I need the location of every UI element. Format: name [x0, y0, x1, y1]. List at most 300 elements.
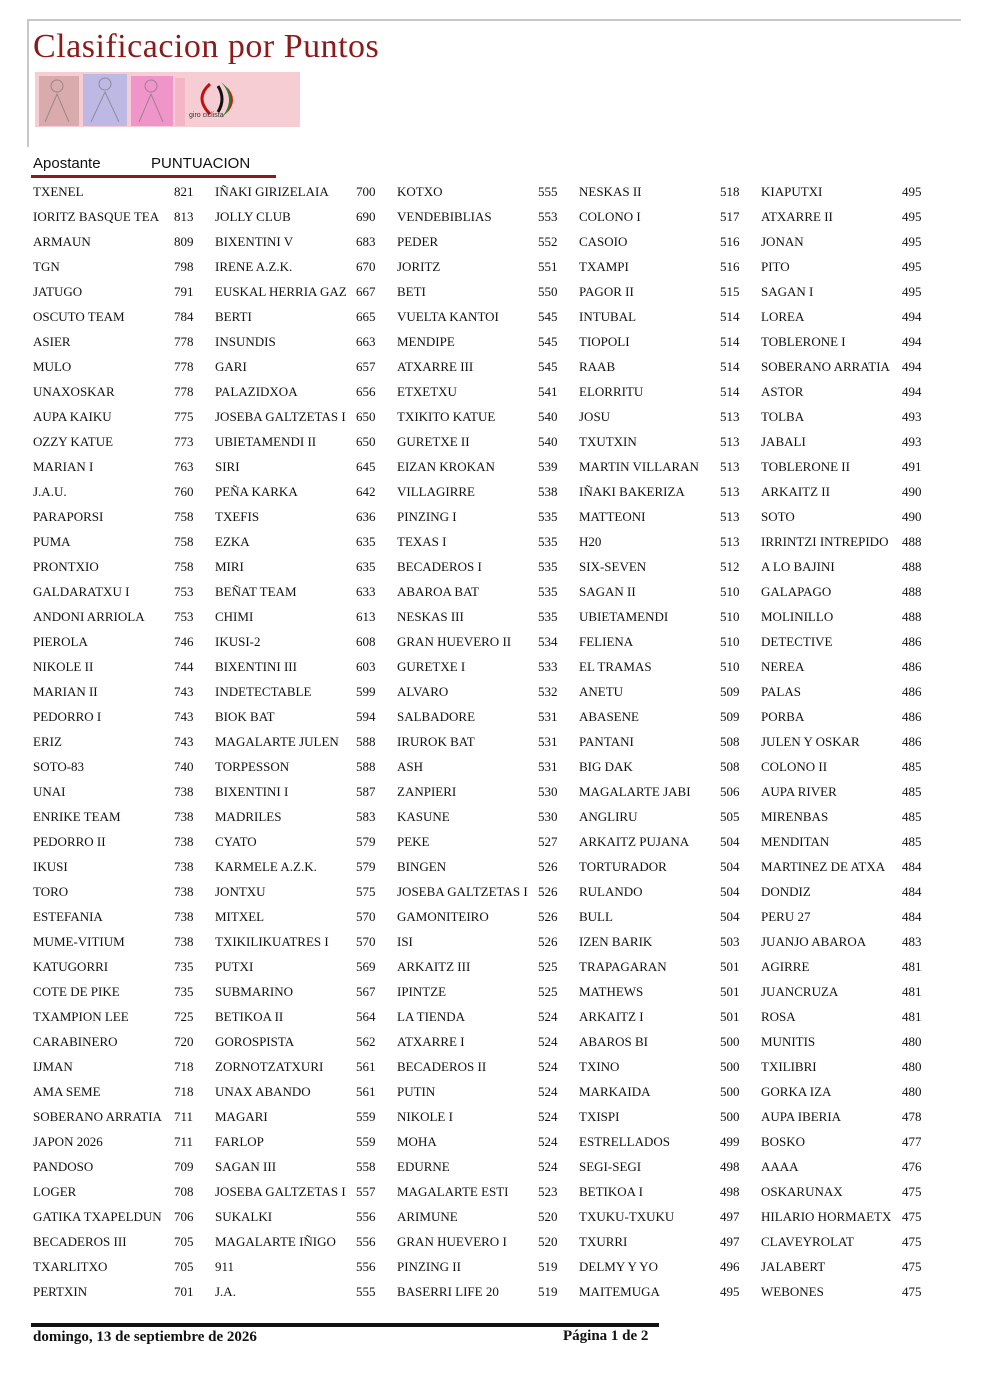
bettor-name: TXUTXIN: [579, 434, 637, 449]
bettor-name: SAGAN II: [579, 584, 636, 599]
bettor-points: 665: [356, 309, 376, 324]
bettor-name: BIXENTINI I: [215, 784, 289, 799]
bettor-name: TXIKITO KATUE: [397, 409, 496, 424]
bettor-name: ZANPIERI: [397, 784, 457, 799]
bettor-points: 535: [538, 559, 558, 574]
ranking-row: [215, 579, 397, 604]
bettor-name: AAAA: [761, 1159, 799, 1174]
ranking-row: [579, 254, 761, 279]
bettor-points: 526: [538, 859, 558, 874]
ranking-row: [579, 704, 761, 729]
ranking-row: [397, 1254, 579, 1279]
bettor-points: 480: [902, 1059, 922, 1074]
ranking-row: [215, 829, 397, 854]
ranking-row: [397, 904, 579, 929]
bettor-points: 508: [720, 734, 740, 749]
bettor-points: 488: [902, 584, 922, 599]
bettor-name: SEGI-SEGI: [579, 1159, 642, 1174]
bettor-points: 524: [538, 1159, 558, 1174]
bettor-points: 559: [356, 1109, 376, 1124]
bettor-name: BULL: [579, 909, 613, 924]
ranking-row: [33, 554, 215, 579]
bettor-points: 579: [356, 834, 376, 849]
ranking-row: [215, 1104, 397, 1129]
bettor-name: A LO BAJINI: [761, 559, 835, 574]
ranking-row: [215, 779, 397, 804]
ranking-row: [215, 1129, 397, 1154]
bettor-name: SOBERANO ARRATIA: [33, 1109, 162, 1124]
bettor-name: NESKAS III: [397, 609, 464, 624]
ranking-row: [579, 579, 761, 604]
bettor-name: COLONO I: [579, 209, 641, 224]
bettor-name: BETIKOA I: [579, 1184, 643, 1199]
bettor-points: 550: [538, 284, 558, 299]
bettor-points: 738: [174, 809, 194, 824]
bettor-points: 524: [538, 1134, 558, 1149]
ranking-row: [33, 1079, 215, 1104]
bettor-points: 738: [174, 859, 194, 874]
bettor-name: FELIENA: [579, 634, 634, 649]
bettor-name: MAGALARTE JABI: [579, 784, 691, 799]
bettor-points: 514: [720, 359, 740, 374]
bettor-points: 513: [720, 459, 740, 474]
ranking-row: [761, 254, 943, 279]
bettor-name: TXENEL: [33, 184, 84, 199]
bettor-points: 656: [356, 384, 376, 399]
ranking-row: [215, 1279, 397, 1304]
bettor-name: JOSEBA GALTZETAS I: [215, 409, 346, 424]
bettor-name: PALAZIDXOA: [215, 384, 298, 399]
bettor-points: 523: [538, 1184, 558, 1199]
ranking-row: [215, 404, 397, 429]
bettor-points: 516: [720, 234, 740, 249]
bettor-name: PEÑA KARKA: [215, 484, 298, 499]
bettor-name: IRENE A.Z.K.: [215, 259, 293, 274]
ranking-row: [215, 1254, 397, 1279]
ranking-row: [33, 1204, 215, 1229]
bettor-points: 475: [902, 1284, 922, 1299]
bettor-points: 718: [174, 1059, 194, 1074]
ranking-row: [397, 454, 579, 479]
bettor-points: 485: [902, 809, 922, 824]
ranking-row: [761, 1104, 943, 1129]
bettor-name: MARKAIDA: [579, 1084, 651, 1099]
bettor-name: OSCUTO TEAM: [33, 309, 125, 324]
ranking-row: [397, 529, 579, 554]
ranking-row: [33, 704, 215, 729]
bettor-points: 540: [538, 409, 558, 424]
bettor-name: ASH: [397, 759, 424, 774]
bettor-name: ARKAITZ I: [579, 1009, 644, 1024]
ranking-row: [397, 829, 579, 854]
bettor-name: ABAROS BI: [579, 1034, 648, 1049]
bettor-name: PANTANI: [579, 734, 634, 749]
ranking-row: [397, 1079, 579, 1104]
bettor-points: 495: [720, 1284, 740, 1299]
ranking-row: [397, 504, 579, 529]
top-rule: [27, 19, 961, 21]
bettor-points: 567: [356, 984, 376, 999]
bettor-name: EIZAN KROKAN: [397, 459, 495, 474]
bettor-points: 495: [902, 234, 922, 249]
bettor-name: TXARLITXO: [33, 1259, 108, 1274]
bettor-points: 524: [538, 1109, 558, 1124]
bettor-points: 758: [174, 559, 194, 574]
ranking-row: [579, 379, 761, 404]
bettor-points: 545: [538, 334, 558, 349]
bettor-name: IPINTZE: [397, 984, 447, 999]
ranking-row: [397, 1154, 579, 1179]
bettor-points: 541: [538, 384, 558, 399]
ranking-row: [215, 854, 397, 879]
bettor-points: 556: [356, 1234, 376, 1249]
ranking-row: [33, 879, 215, 904]
bettor-name: ATXARRE II: [761, 209, 833, 224]
ranking-row: [761, 179, 943, 204]
bettor-name: DONDIZ: [761, 884, 811, 899]
bettor-points: 588: [356, 734, 376, 749]
ranking-row: [579, 454, 761, 479]
ranking-row: [761, 779, 943, 804]
ranking-row: [33, 629, 215, 654]
ranking-row: [579, 729, 761, 754]
bettor-points: 480: [902, 1034, 922, 1049]
bettor-name: IORITZ BASQUE TEA: [33, 209, 160, 224]
bettor-name: MAGARI: [215, 1109, 268, 1124]
bettor-name: MUNITIS: [761, 1034, 816, 1049]
ranking-row: [397, 704, 579, 729]
bettor-points: 545: [538, 309, 558, 324]
bettor-name: ABAROA BAT: [397, 584, 479, 599]
bettor-name: BASERRI LIFE 20: [397, 1284, 499, 1299]
ranking-row: [579, 429, 761, 454]
ranking-row: [33, 729, 215, 754]
bettor-name: GALAPAGO: [761, 584, 832, 599]
ranking-row: [215, 1029, 397, 1054]
bettor-points: 594: [356, 709, 376, 724]
bettor-points: 475: [902, 1259, 922, 1274]
bettor-name: IÑAKI GIRIZELAIA: [215, 184, 329, 199]
ranking-row: [579, 529, 761, 554]
bettor-points: 494: [902, 384, 922, 399]
bettor-points: 564: [356, 1009, 376, 1024]
bettor-points: 527: [538, 834, 558, 849]
bettor-points: 501: [720, 984, 740, 999]
ranking-row: [761, 1079, 943, 1104]
ranking-row: [215, 879, 397, 904]
bettor-points: 510: [720, 634, 740, 649]
ranking-row: [215, 254, 397, 279]
bettor-points: 485: [902, 759, 922, 774]
bettor-name: SOBERANO ARRATIA: [761, 359, 890, 374]
ranking-row: [579, 754, 761, 779]
bettor-points: 813: [174, 209, 194, 224]
bettor-name: MAGALARTE ESTI: [397, 1184, 509, 1199]
bettor-name: IRUROK BAT: [397, 734, 475, 749]
bettor-points: 516: [720, 259, 740, 274]
bettor-points: 496: [720, 1259, 740, 1274]
bettor-name: MARTIN VILLARAN: [579, 459, 699, 474]
bettor-points: 524: [538, 1034, 558, 1049]
ranking-row: [579, 779, 761, 804]
ranking-row: [215, 1054, 397, 1079]
bettor-name: JOSEBA GALTZETAS I: [397, 884, 528, 899]
bettor-name: MARTINEZ DE ATXA: [761, 859, 886, 874]
bettor-points: 700: [356, 184, 376, 199]
ranking-row: [33, 279, 215, 304]
bettor-points: 753: [174, 609, 194, 624]
bettor-points: 530: [538, 809, 558, 824]
bettor-points: 778: [174, 384, 194, 399]
ranking-row: [33, 654, 215, 679]
bettor-name: ATXARRE I: [397, 1034, 465, 1049]
bettor-name: PITO: [761, 259, 790, 274]
ranking-row: [579, 404, 761, 429]
ranking-row: [579, 829, 761, 854]
ranking-row: [761, 529, 943, 554]
bettor-points: 494: [902, 309, 922, 324]
bettor-points: 508: [720, 759, 740, 774]
bettor-name: GURETXE II: [397, 434, 470, 449]
bettor-points: 561: [356, 1084, 376, 1099]
ranking-row: [397, 1129, 579, 1154]
bettor-name: BERTI: [215, 309, 252, 324]
bettor-name: MOHA: [397, 1134, 437, 1149]
bettor-name: JORITZ: [397, 259, 441, 274]
bettor-name: INTUBAL: [579, 309, 637, 324]
ranking-row: [397, 679, 579, 704]
bettor-points: 711: [174, 1134, 194, 1149]
ranking-row: [761, 854, 943, 879]
bettor-points: 486: [902, 709, 922, 724]
bettor-points: 701: [174, 1284, 194, 1299]
bettor-name: TOLBA: [761, 409, 805, 424]
ranking-row: [215, 279, 397, 304]
ranking-row: [579, 1104, 761, 1129]
bettor-points: 705: [174, 1259, 194, 1274]
bettor-name: EL TRAMAS: [579, 659, 652, 674]
bettor-points: 513: [720, 434, 740, 449]
ranking-row: [397, 329, 579, 354]
bettor-points: 535: [538, 609, 558, 624]
bettor-name: TXAMPI: [579, 259, 629, 274]
bettor-points: 738: [174, 934, 194, 949]
ranking-row: [397, 579, 579, 604]
bettor-points: 743: [174, 709, 194, 724]
bettor-points: 545: [538, 359, 558, 374]
bettor-name: MUME-VITIUM: [33, 934, 125, 949]
bettor-points: 481: [902, 1009, 922, 1024]
ranking-row: [33, 829, 215, 854]
bettor-name: PALAS: [761, 684, 801, 699]
bettor-points: 535: [538, 584, 558, 599]
ranking-row: [579, 229, 761, 254]
bettor-name: SAGAN III: [215, 1159, 277, 1174]
bettor-name: UNAXOSKAR: [33, 384, 115, 399]
bettor-points: 526: [538, 934, 558, 949]
ranking-row: [579, 1154, 761, 1179]
bettor-points: 553: [538, 209, 558, 224]
ranking-row: [33, 929, 215, 954]
ranking-row: [579, 354, 761, 379]
bettor-points: 650: [356, 409, 376, 424]
ranking-row: [579, 804, 761, 829]
bettor-points: 738: [174, 784, 194, 799]
ranking-row: [215, 1004, 397, 1029]
bettor-name: TXAMPION LEE: [33, 1009, 129, 1024]
bettor-name: UBIETAMENDI: [579, 609, 669, 624]
giro-ciclista-logo: [35, 72, 300, 127]
ranking-row: [761, 1029, 943, 1054]
bettor-points: 531: [538, 709, 558, 724]
bettor-name: MITXEL: [215, 909, 265, 924]
bettor-name: ISI: [397, 934, 413, 949]
bettor-points: 791: [174, 284, 194, 299]
ranking-row: [215, 754, 397, 779]
bettor-name: FARLOP: [215, 1134, 264, 1149]
ranking-row: [397, 379, 579, 404]
bettor-points: 775: [174, 409, 194, 424]
bettor-name: OZZY KATUE: [33, 434, 114, 449]
ranking-row: [33, 229, 215, 254]
bettor-points: 735: [174, 959, 194, 974]
bettor-name: SOTO-83: [33, 759, 85, 774]
ranking-row: [215, 954, 397, 979]
ranking-row: [33, 479, 215, 504]
bettor-name: PEDORRO I: [33, 709, 102, 724]
bettor-name: PINZING I: [397, 509, 457, 524]
bettor-points: 725: [174, 1009, 194, 1024]
bettor-points: 535: [538, 509, 558, 524]
bettor-name: MAITEMUGA: [579, 1284, 660, 1299]
bettor-points: 613: [356, 609, 376, 624]
bettor-name: TORO: [33, 884, 69, 899]
ranking-row: [761, 904, 943, 929]
bettor-name: ASTOR: [761, 384, 804, 399]
bettor-points: 735: [174, 984, 194, 999]
ranking-row: [33, 1179, 215, 1204]
ranking-row: [33, 504, 215, 529]
ranking-row: [397, 779, 579, 804]
bettor-points: 481: [902, 984, 922, 999]
bettor-name: MIRENBAS: [761, 809, 829, 824]
ranking-row: [761, 204, 943, 229]
bettor-name: TXINO: [579, 1059, 620, 1074]
bettor-name: EUSKAL HERRIA GAZ: [215, 284, 347, 299]
ranking-row: [761, 1004, 943, 1029]
bettor-name: TOBLERONE II: [761, 459, 850, 474]
ranking-row: [761, 1154, 943, 1179]
bettor-name: BECADEROS II: [397, 1059, 487, 1074]
bettor-points: 518: [720, 184, 740, 199]
ranking-row: [215, 454, 397, 479]
ranking-row: [33, 804, 215, 829]
bettor-points: 635: [356, 559, 376, 574]
ranking-row: [397, 629, 579, 654]
bettor-points: 485: [902, 784, 922, 799]
bettor-name: ZORNOTZATXURI: [215, 1059, 324, 1074]
bettor-name: TORTURADOR: [579, 859, 667, 874]
bettor-name: MENDITAN: [761, 834, 830, 849]
bettor-points: 663: [356, 334, 376, 349]
bettor-points: 720: [174, 1034, 194, 1049]
bettor-name: GAMONITEIRO: [397, 909, 489, 924]
bettor-points: 657: [356, 359, 376, 374]
bettor-name: SOTO: [761, 509, 795, 524]
ranking-row: [215, 904, 397, 929]
bettor-points: 520: [538, 1234, 558, 1249]
ranking-row: [33, 779, 215, 804]
bettor-points: 504: [720, 834, 740, 849]
bettor-points: 746: [174, 634, 194, 649]
bettor-name: PUTXI: [215, 959, 254, 974]
bettor-name: JALABERT: [761, 1259, 826, 1274]
bettor-name: JONTXU: [215, 884, 266, 899]
bettor-name: IKUSI: [33, 859, 68, 874]
ranking-row: [33, 354, 215, 379]
ranking-row: [761, 754, 943, 779]
ranking-row: [397, 279, 579, 304]
bettor-points: 683: [356, 234, 376, 249]
bettor-name: PEKE: [397, 834, 430, 849]
ranking-row: [761, 604, 943, 629]
bettor-name: MADRILES: [215, 809, 282, 824]
bettor-name: SAGAN I: [761, 284, 814, 299]
ranking-row: [579, 1129, 761, 1154]
bettor-name: GOROSPISTA: [215, 1034, 295, 1049]
ranking-row: [215, 379, 397, 404]
bettor-points: 520: [538, 1209, 558, 1224]
bettor-name: CASOIO: [579, 234, 628, 249]
ranking-row: [761, 479, 943, 504]
bettor-name: RAAB: [579, 359, 616, 374]
bettor-points: 758: [174, 534, 194, 549]
bettor-points: 524: [538, 1059, 558, 1074]
ranking-row: [33, 254, 215, 279]
bettor-points: 495: [902, 209, 922, 224]
ranking-row: [579, 304, 761, 329]
ranking-row: [215, 304, 397, 329]
bettor-points: 599: [356, 684, 376, 699]
bettor-points: 509: [720, 684, 740, 699]
bettor-name: KASUNE: [397, 809, 450, 824]
ranking-row: [215, 1079, 397, 1104]
bettor-name: TRAPAGARAN: [579, 959, 667, 974]
bettor-name: TXILIBRI: [761, 1059, 817, 1074]
bettor-name: CLAVEYROLAT: [761, 1234, 854, 1249]
bettor-name: ARKAITZ PUJANA: [579, 834, 690, 849]
ranking-row: [579, 654, 761, 679]
bettor-points: 570: [356, 934, 376, 949]
ranking-row: [761, 879, 943, 904]
ranking-row: [579, 1029, 761, 1054]
bettor-name: LA TIENDA: [397, 1009, 466, 1024]
bettor-points: 510: [720, 659, 740, 674]
bettor-points: 514: [720, 384, 740, 399]
ranking-row: [397, 1054, 579, 1079]
bettor-name: DELMY Y YO: [579, 1259, 658, 1274]
bettor-points: 670: [356, 259, 376, 274]
ranking-row: [579, 1004, 761, 1029]
bettor-name: TOBLERONE I: [761, 334, 846, 349]
ranking-row: [215, 504, 397, 529]
bettor-points: 690: [356, 209, 376, 224]
bettor-name: 911: [215, 1259, 235, 1274]
ranking-row: [397, 304, 579, 329]
bettor-points: 497: [720, 1234, 740, 1249]
ranking-row: [579, 204, 761, 229]
bettor-points: 519: [538, 1284, 558, 1299]
